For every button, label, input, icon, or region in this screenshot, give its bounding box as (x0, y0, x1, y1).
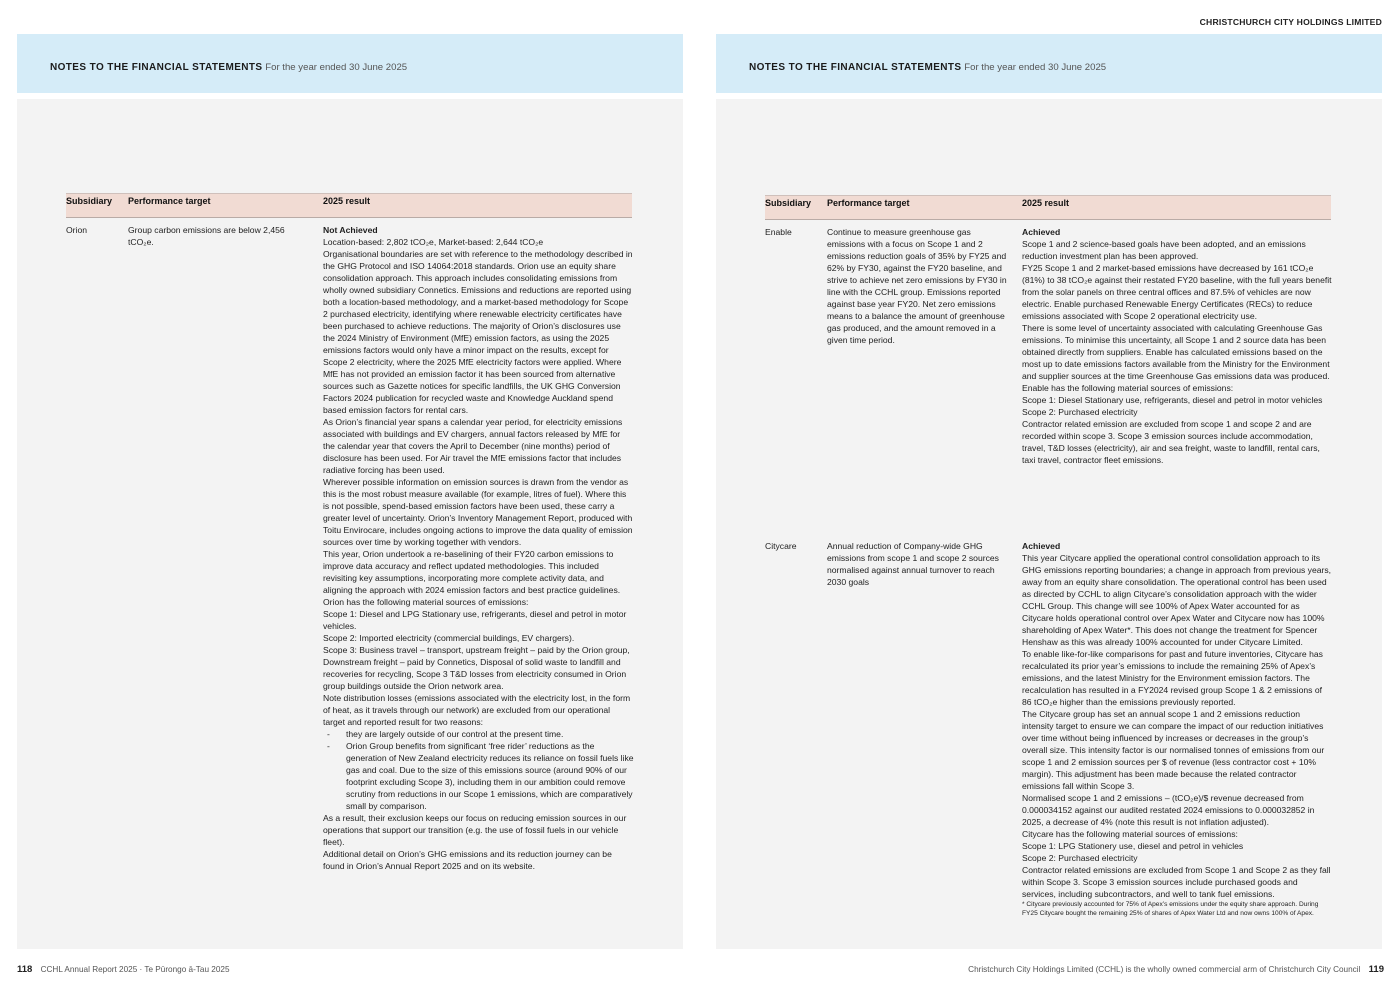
result-paragraph: Scope 2: Imported electricity (commercial buildings, EV chargers). (323, 633, 575, 643)
result-paragraph: There is some level of uncertainty associated with calculating Greenhouse Gas emissions. To minimise this uncertainty, all Scope 1 and 2 source data has been obtained directly from suppliers. Enable has calculated emissions based on the most up to date emissions factors available from the Ministry for the Environment and supplier sources at the time Greenhouse Gas emissions data was produced. (1022, 323, 1330, 381)
left-page (17, 34, 683, 949)
result-paragraph: Citycare has the following material sources of emissions: (1022, 829, 1238, 839)
right-page (716, 34, 1382, 949)
result-paragraph: Scope 1: Diesel Stationary use, refrigerants, diesel and petrol in motor vehicles (1022, 395, 1323, 405)
header-performance-target: Performance target (128, 196, 211, 206)
result-paragraph: Note distribution losses (emissions associated with the electricity lost, in the form of heat, as it travels through our network) are excluded from our operational target and reported result for two reasons: (323, 693, 631, 727)
result-paragraph: Enable has the following material sources of emissions: (1022, 383, 1234, 393)
result-paragraph: Scope 1: Diesel and LPG Stationary use, refrigerants, diesel and petrol in motor vehicles. (323, 609, 627, 631)
result-paragraph: Orion has the following material sources of emissions: (323, 597, 529, 607)
result-paragraph: Scope 1: LPG Stationery use, diesel and petrol in vehicles (1022, 841, 1244, 851)
performance-table (66, 193, 634, 871)
table-header-row (765, 195, 1331, 220)
footer-left (17, 964, 230, 975)
header-subsidiary: Subsidiary (66, 196, 113, 206)
performance-table (765, 195, 1332, 918)
result-status: Achieved (1022, 541, 1061, 551)
result-paragraph: Location-based: 2,802 tCO₂e, Market-based: 2,644 tCO₂e (323, 237, 544, 247)
subsidiary-cell: Orion (66, 225, 88, 235)
result-paragraph: As a result, their exclusion keeps our focus on reducing emission sources in our operations that support our transition (e.g. the use of fossil fuels in our vehicle fleet). (323, 813, 627, 847)
result-paragraph: Scope 2: Purchased electricity (1022, 407, 1138, 417)
page-number-right: 119 (1368, 964, 1384, 975)
header-performance-target: Performance target (827, 198, 910, 208)
header-2025-result: 2025 result (323, 196, 371, 206)
notes-banner (17, 34, 683, 99)
notes-banner (716, 34, 1382, 99)
company-name-header: CHRISTCHURCH CITY HOLDINGS LIMITED (1199, 17, 1382, 27)
bullet-item: - they are largely outside of our control at the present time. (327, 729, 564, 739)
header-subsidiary: Subsidiary (765, 198, 812, 208)
result-paragraph: Scope 2: Purchased electricity (1022, 853, 1138, 863)
result-paragraph: As Orion’s financial year spans a calendar year period, for electricity emissions associated with buildings and EV chargers, annual factors released by MfE for the calendar year that covers the April to December (nine months) period of disclosure has been used. For Air travel the MfE emissions factor that includes radiative forcing has been used. (323, 417, 623, 475)
page-number-left: 118 (17, 964, 33, 975)
result-paragraph: Scope 1 and 2 science-based goals have been adopted, and an emissions reduction investment plan has been approved. (1022, 239, 1306, 261)
result-paragraph: FY25 Scope 1 and 2 market-based emissions have decreased by 161 tCO₂e (81%) to 38 tCO₂e against their restated FY20 baseline, with the full years benefit from the solar panels on three central offices and 87.5% of vehicles are now electric. Enable purchased Renewable Energy Certificates (RECs) to reduce emissions associated with Scope 2 operational electricity use. (1022, 263, 1332, 321)
result-paragraph: Scope 3: Business travel – transport, upstream freight – paid by the Orion group, Downstream freight – paid by Connetics, Disposal of solid waste to landfill and recoveries for recycling, Scope 3 T&D losses from electricity consumed in Orion group buildings outside the Orion network area. (323, 645, 630, 691)
banner-title: NOTES TO THE FINANCIAL STATEMENTS (50, 62, 263, 73)
target-cell: Annual reduction of Company-wide GHG emissions from scope 1 and scope 2 sources normalised against annual turnover to reach 2030 goals (827, 541, 999, 587)
subsidiary-cell: Enable (765, 227, 792, 237)
banner-subtitle: For the year ended 30 June 2025 (964, 62, 1107, 73)
footer-right-text: Christchurch City Holdings Limited (CCHL) is the wholly owned commercial arm of Christchurch City Council (968, 965, 1361, 974)
banner-subtitle: For the year ended 30 June 2025 (265, 62, 408, 73)
result-paragraph: This year Citycare applied the operational control consolidation approach to its GHG emissions reporting boundaries; a change in approach from previous years, away from an equity share consolidation. The operational control has been used as directed by CCHL to align Citycare’s consolidation approach with the wider CCHL Group. This change will see 100% of Apex Water accounted for as Citycare holds operational control over Apex Water and Citycare now has 100% shareholding of Apex Water*. This does not change the treatment for Spencer Henshaw as this was already 100% accounted for under Citycare Limited. (1022, 553, 1332, 647)
result-paragraph: Additional detail on Orion’s GHG emissions and its reduction journey can be found in Orion’s Annual Report 2025 and on its website. (323, 849, 612, 871)
result-paragraph: To enable like-for-like comparisons for past and future inventories, Citycare has recalculated its prior year’s emissions to include the remaining 25% of Apex’s emissions, and the latest Ministry for the Environment emission factors. The recalculation has resulted in a FY2024 revised group Scope 1 & 2 emissions of 86 tCO₂e higher than the emissions previously reported. (1022, 649, 1323, 707)
footer-right (968, 964, 1384, 975)
header-2025-result: 2025 result (1022, 198, 1070, 208)
footer-left-text: CCHL Annual Report 2025 · Te Pūrongo ā-Tau 2025 (40, 965, 230, 974)
footnote: * Citycare previously accounted for 75% of Apex’s emissions under the equity share approach. During FY25 Citycare bought the remaining 25% of shares of Apex Water Ltd and now owns 100% of Apex. (1022, 901, 1319, 918)
result-cell (1022, 540, 1333, 919)
subsidiary-cell: Citycare (765, 541, 797, 551)
bullet-item: - Orion Group benefits from significant ‘free rider’ reductions as the generation of New Zealand electricity reduces its reliance on fossil fuels like gas and coal. Due to the size of this emissions source (around 90% of our footprint excluding Scope 3), including them in our ambition could remove scrutiny from reductions in our Scope 1 emissions, which are comparatively small by comparison. (327, 741, 634, 811)
result-cell (323, 224, 634, 872)
result-status: Not Achieved (323, 225, 378, 235)
table-header-row (66, 193, 632, 218)
result-paragraph: Normalised scope 1 and 2 emissions – (tCO₂e)/$ revenue decreased from 0.000034152 against our audited restated 2024 emissions to 0.000032852 in 2025, a decrease of 4% (note this result is not inflation adjusted). (1022, 793, 1315, 827)
banner-title: NOTES TO THE FINANCIAL STATEMENTS (749, 62, 962, 73)
result-paragraph: Contractor related emission are excluded from scope 1 and scope 2 and are recorded within scope 3. Scope 3 emission sources include accommodation, travel, T&D losses (electricity), air and sea freight, waste to landfill, rental cars, taxi travel, contractor fleet emissions. (1022, 419, 1320, 465)
result-paragraph: Wherever possible information on emission sources is drawn from the vendor as this is the most robust measure available (for example, litres of fuel). Where this is not possible, spend-based emission factors have been used, these carry a greater level of uncertainty. Orion’s Inventory Management Report, produced with Toitu Envirocare, includes ongoing actions to improve the data quality of emission sources over time by working together with vendors. (323, 477, 633, 547)
result-paragraph: Contractor related emissions are excluded from Scope 1 and Scope 2 as they fall within Scope 3. Scope 3 emission sources include purchased goods and services, including subcontractors, and well to tank fuel emissions. (1022, 865, 1331, 899)
result-paragraph: This year, Orion undertook a re-baselining of their FY20 carbon emissions to improve data accuracy and reflect updated methodologies. This included revisiting key assumptions, incorporating more complete activity data, and aligning the approach with 2024 emission factors and best practice guidelines. (323, 549, 621, 595)
result-status: Achieved (1022, 227, 1061, 237)
result-paragraph: Organisational boundaries are set with reference to the methodology described in the GHG Protocol and ISO 14064:2018 standards. Orion use an equity share consolidation approach. This approach includes consolidating emissions from wholly owned subsidiary Connetics. Emissions and reductions are reported using both a location-based methodology, and a market-based methodology for Scope 2 purchased electricity, identifying where renewable electricity certificates have been purchased to achieve reductions. The majority of Orion’s disclosures use the 2024 Ministry of Environment (MfE) emission factors, as using the 2025 emissions factors would only have a minor impact on the results, except for Scope 2 electricity, where the 2025 MfE electricity factors were applied. Where MfE has not provided an emission factor it has been sourced from alternative sources such as Gazette notices for specific landfills, the UK GHG Conversion Factors 2024 publication for recycled waste and Knowledge Auckland spend based emission factors for rental cars. (323, 249, 633, 415)
target-cell: Continue to measure greenhouse gas emissions with a focus on Scope 1 and 2 emissions reduction goals of 35% by FY25 and 62% by FY30, against the FY20 baseline, and strive to achieve net zero emissions by FY30 in line with the CCHL group. Emissions reported against base year FY20. Net zero emissions means to a balance the amount of greenhouse gas produced, and the amount removed in a given time period. (827, 227, 1007, 345)
result-paragraph: The Citycare group has set an annual scope 1 and 2 emissions reduction intensity target to ensure we can compare the impact of our reduction initiatives over time without being influenced by increases or decreases in the group’s overall size. This intensity factor is our normalised tonnes of emissions from our scope 1 and 2 emission sources per $ of revenue (less contractor cost + 10% margin). This adjustment has been made because the related contractor emissions fall within Scope 3. (1022, 709, 1325, 791)
target-cell: Group carbon emissions are below 2,456 tCO₂e. (128, 225, 285, 247)
result-cell (1022, 226, 1333, 466)
